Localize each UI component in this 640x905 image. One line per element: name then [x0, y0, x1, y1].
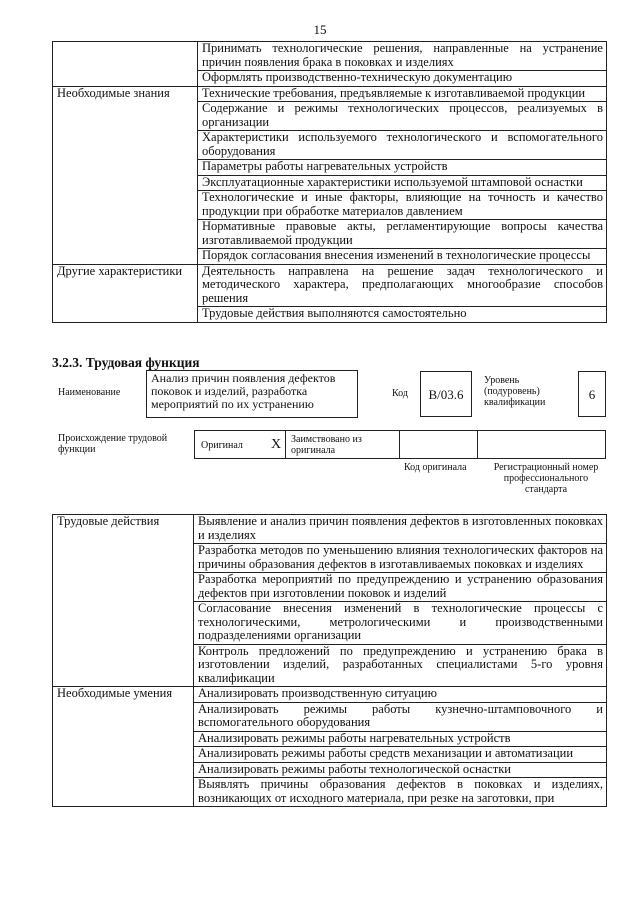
row-item: Эксплуатационные характеристики используемой штамповой оснастки	[198, 175, 607, 191]
table-row	[53, 86, 607, 102]
row-category	[53, 42, 198, 87]
code-label: Код	[392, 388, 408, 399]
row-item: Технологические и иные факторы, влияющие на точность и качество продукции при обработке материалов давлением	[198, 191, 607, 220]
level-value-box	[578, 371, 606, 417]
row-item: Разработка мероприятий по предупреждению и устранению образования дефектов при изготовлении поковок и изделий	[194, 573, 607, 602]
code-value: B/03.6	[428, 387, 464, 402]
table-row	[53, 515, 607, 544]
row-item: Разработка методов по уменьшению влияния технологических факторов на причины образования дефектов в изготавливаемых поковках и изделиях	[194, 544, 607, 573]
name-label: Наименование	[58, 387, 121, 398]
table-row	[53, 264, 607, 307]
level-value: 6	[588, 387, 596, 402]
skills-knowledge-table	[52, 41, 607, 323]
row-item: Параметры работы нагревательных устройств	[198, 160, 607, 176]
borrowed-label: Заимствовано из оригинала	[291, 434, 362, 456]
origin-divider-3	[477, 431, 478, 458]
row-category: Другие характеристики	[53, 264, 198, 322]
row-category: Необходимые знания	[53, 86, 198, 264]
row-item: Нормативные правовые акты, регламентирующие вопросы качества изготавливаемой продукции	[198, 220, 607, 249]
row-item: Порядок согласования внесения изменений в технологические процессы	[198, 249, 607, 265]
origin-row	[194, 430, 606, 459]
name-value: Анализ причин появления дефектов поковок и изделий, разработка мероприятий по их устранению	[151, 371, 336, 411]
labor-actions-table	[52, 514, 607, 807]
original-label: Оригинал	[201, 440, 243, 451]
table-row	[53, 42, 607, 71]
name-value-box	[146, 370, 358, 418]
row-item: Анализировать режимы работы кузнечно-штамповочного и вспомогательного оборудования	[194, 702, 607, 731]
row-category: Необходимые умения	[53, 687, 194, 807]
row-item: Деятельность направлена на решение задач технологического и методического характера, предполагающих многообразие способов решения	[198, 264, 607, 307]
level-label: Уровень (подуровень) квалификации	[484, 375, 546, 408]
row-item: Контроль предложений по предупреждению и устранению брака в изготовлении изделий, разработанных специалистами 5-го уровня квалификации	[194, 644, 607, 687]
row-item: Трудовые действия выполняются самостоятельно	[198, 307, 607, 323]
row-item: Технические требования, предъявляемые к изготавливаемой продукции	[198, 86, 607, 102]
row-item: Выявлять причины образования дефектов в поковках и изделиях, возникающих от исходного материала, при резке на заготовки, при	[194, 778, 607, 807]
row-item: Оформлять производственно-техническую документацию	[198, 71, 607, 87]
reg-number-caption: Регистрационный номер профессионального стандарта	[493, 462, 599, 495]
row-item: Выявление и анализ причин появления дефектов в изготовленных поковках и изделиях	[194, 515, 607, 544]
row-item: Принимать технологические решения, направленные на устранение причин появления брака в поковках и изделиях	[198, 42, 607, 71]
row-item: Анализировать режимы работы средств механизации и автоматизации	[194, 747, 607, 763]
row-item: Содержание и режимы технологических процессов, реализуемых в организации	[198, 102, 607, 131]
origin-divider-2	[399, 431, 400, 458]
table-row	[53, 687, 607, 703]
row-item: Анализировать производственную ситуацию	[194, 687, 607, 703]
page-number: 15	[313, 22, 327, 37]
original-mark: X	[271, 437, 282, 452]
origin-label: Происхождение трудовой функции	[58, 433, 168, 455]
row-item: Анализировать режимы работы нагревательных устройств	[194, 731, 607, 747]
code-value-box	[420, 371, 472, 417]
code-original-caption: Код оригинала	[404, 462, 467, 473]
origin-divider-1	[285, 431, 286, 458]
row-category: Трудовые действия	[53, 515, 194, 687]
row-item: Характеристики используемого технологического и вспомогательного оборудования	[198, 131, 607, 160]
row-item: Анализировать режимы работы технологической оснастки	[194, 762, 607, 778]
section-heading: 3.2.3. Трудовая функция	[52, 355, 200, 370]
row-item: Согласование внесения изменений в технологические процессы с технологическими, метрологическими и производственными подразделениями организации	[194, 602, 607, 645]
